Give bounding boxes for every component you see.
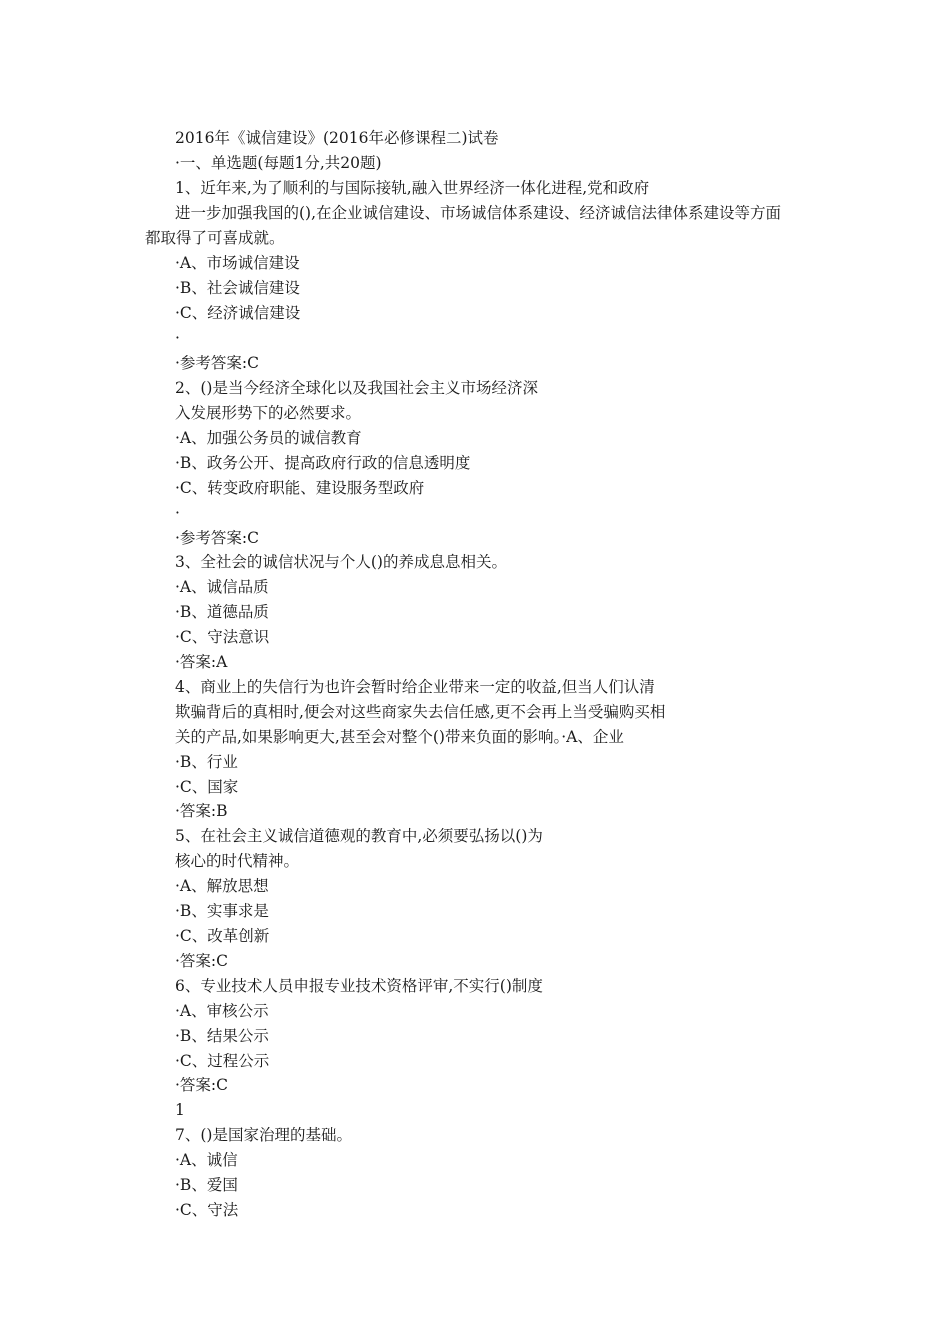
question-2-option-b: ·B、政务公开、提高政府行政的信息透明度 — [175, 454, 471, 472]
question-2-option-a: ·A、加强公务员的诚信教育 — [175, 429, 362, 447]
section-heading: ·一、单选题(每题1分,共20题) — [175, 154, 382, 172]
question-1-answer: ·参考答案:C — [175, 354, 260, 372]
question-1-option-c: ·C、经济诚信建设 — [175, 304, 301, 322]
question-4-text: 4、商业上的失信行为也许会暂时给企业带来一定的收益,但当人们认清 — [175, 678, 655, 696]
question-1-text: 1、近年来,为了顺利的与国际接轨,融入世界经济一体化进程,党和政府 — [175, 179, 650, 197]
question-4-text-cont: 关的产品,如果影响更大,甚至会对整个()带来负面的影响。·A、企业 — [175, 728, 624, 746]
question-2-answer: ·参考答案:C — [175, 529, 260, 547]
question-7-option-c: ·C、守法 — [175, 1201, 239, 1219]
question-6-option-c: ·C、过程公示 — [175, 1052, 270, 1070]
question-2-text: 2、()是当今经济全球化以及我国社会主义市场经济深 — [175, 379, 538, 397]
question-3-text: 3、全社会的诚信状况与个人()的养成息息相关。 — [175, 553, 507, 571]
question-5-option-b: ·B、实事求是 — [175, 902, 269, 920]
page-number: 1 — [175, 1101, 185, 1119]
question-4-answer: ·答案:B — [175, 802, 228, 820]
question-1-text-cont: 进一步加强我国的(),在企业诚信建设、市场诚信体系建设、经济诚信法律体系建设等方面 — [175, 204, 782, 222]
question-4-option-c: ·C、国家 — [175, 778, 239, 796]
question-5-text: 5、在社会主义诚信道德观的教育中,必须要弘扬以()为 — [175, 827, 543, 845]
question-1-option-b: ·B、社会诚信建设 — [175, 279, 300, 297]
question-6-text: 6、专业技术人员申报专业技术资格评审,不实行()制度 — [175, 977, 543, 995]
question-3-answer: ·答案:A — [175, 653, 228, 671]
question-1-text-cont: 都取得了可喜成就。 — [145, 229, 285, 247]
question-6-option-b: ·B、结果公示 — [175, 1027, 269, 1045]
question-3-option-a: ·A、诚信品质 — [175, 578, 269, 596]
question-5-option-c: ·C、改革创新 — [175, 927, 270, 945]
question-7-option-b: ·B、爱国 — [175, 1176, 238, 1194]
question-5-text-cont: 核心的时代精神。 — [175, 852, 300, 870]
question-1-option-a: ·A、市场诚信建设 — [175, 254, 300, 272]
question-6-option-a: ·A、审核公示 — [175, 1002, 269, 1020]
question-2-bullet: · — [175, 504, 180, 522]
question-6-answer: ·答案:C — [175, 1076, 229, 1094]
question-7-option-a: ·A、诚信 — [175, 1151, 238, 1169]
question-4-option-b: ·B、行业 — [175, 753, 238, 771]
question-3-option-b: ·B、道德品质 — [175, 603, 269, 621]
question-2-option-c: ·C、转变政府职能、建设服务型政府 — [175, 479, 425, 497]
question-5-answer: ·答案:C — [175, 952, 229, 970]
question-5-option-a: ·A、解放思想 — [175, 877, 269, 895]
exam-title: 2016年《诚信建设》(2016年必修课程二)试卷 — [175, 129, 499, 147]
question-4-text-cont: 欺骗背后的真相时,便会对这些商家失去信任感,更不会再上当受骗购买相 — [175, 703, 666, 721]
question-7-text: 7、()是国家治理的基础。 — [175, 1126, 352, 1144]
question-1-bullet: · — [175, 329, 180, 347]
question-2-text-cont: 入发展形势下的必然要求。 — [175, 404, 362, 422]
question-3-option-c: ·C、守法意识 — [175, 628, 270, 646]
